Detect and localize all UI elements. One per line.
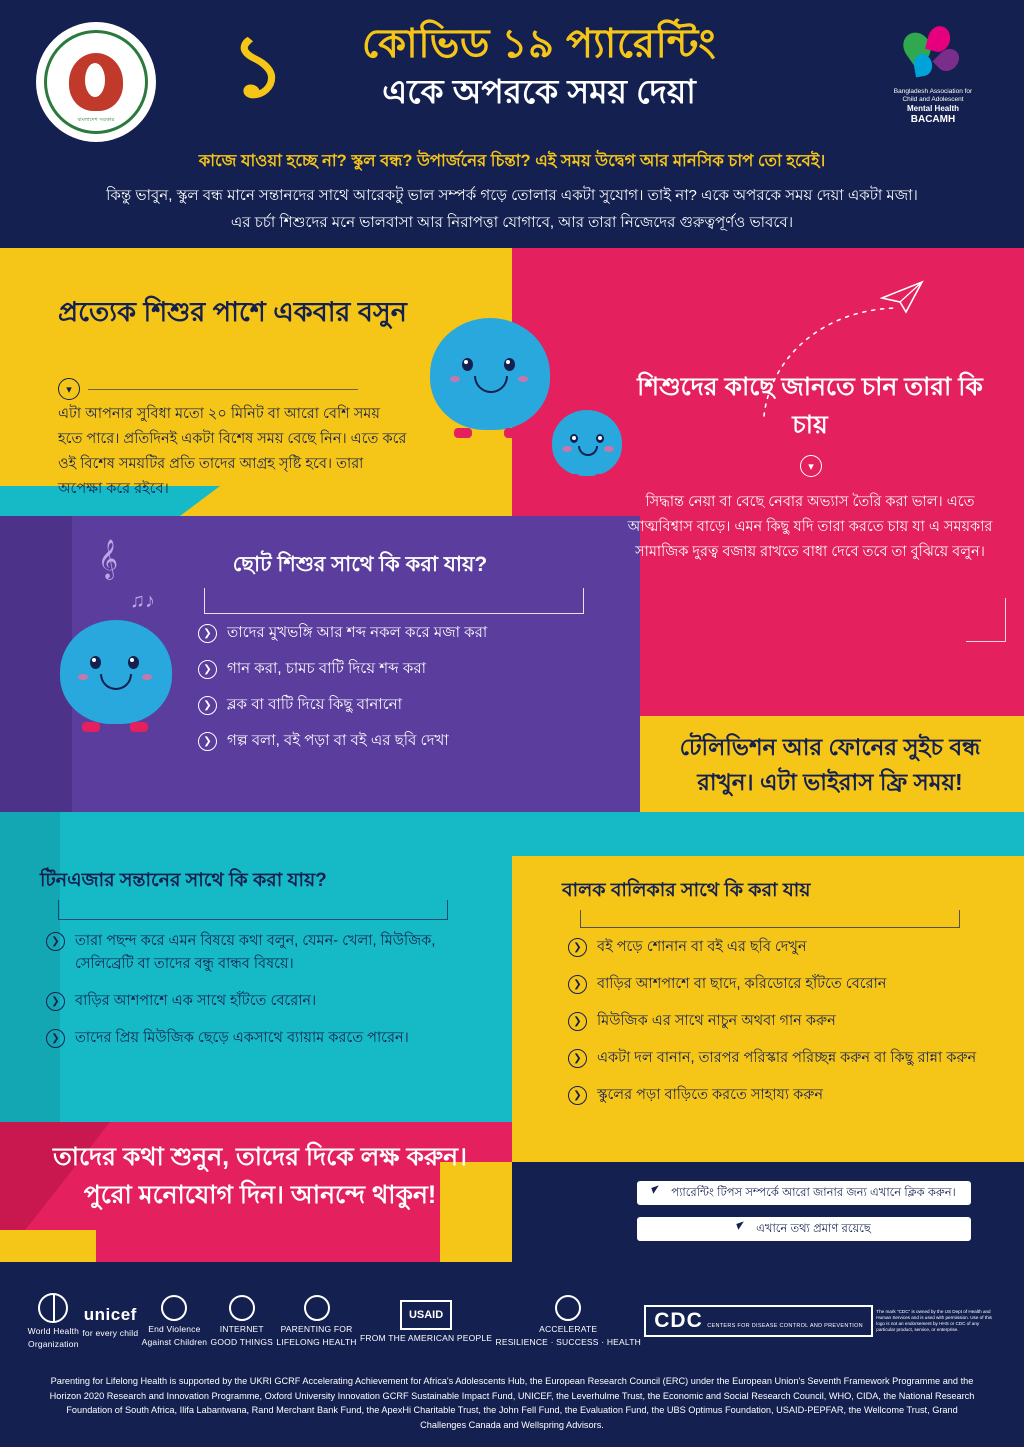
section2-chevron [800,455,822,477]
usaid-logo [360,1300,492,1343]
list-item-label: বই পড়ে শোনান বা বই এর ছবি দেখুন [597,939,807,955]
list-item-label: তাদের প্রিয় মিউজিক ছেড়ে একসাথে ব্যায়াম করতে পারেন। [75,1030,409,1046]
chevron-right-icon: ❯ [568,1049,587,1068]
cdc-subtitle: CENTERS FOR DISEASE CONTROL AND PREVENTION [707,1323,863,1329]
section2-corner-rule [966,598,1006,642]
parenting-tips-link-label: প্যারেন্টিং টিপস সম্পর্কে আরো জানার জন্য এখানে ক্লিক করুন। [671,1186,956,1199]
plh-line1: PARENTING FOR [280,1324,353,1334]
child-character-illustration [552,410,622,488]
list-item [46,930,496,976]
list-item-label: স্কুলের পড়া বাড়িতে করতে সাহায্য করুন [597,1087,823,1103]
block-teal-right-strip [512,812,1024,856]
who-logo-line1: World Health [27,1326,80,1336]
list-item [46,990,496,1013]
list-item-label: বাড়ির আশপাশে এক সাথে হাঁটতে বেরোন। [75,993,317,1009]
cdc-wordmark: CDC [654,1309,703,1332]
chevron-right-icon: ❯ [568,975,587,994]
list-item [568,1084,1008,1107]
block-yellow-bottom-left [0,1230,96,1262]
bacamh-petals-icon [898,22,968,84]
globe-icon [38,1293,68,1323]
cursor-icon [737,1222,748,1236]
section2-body: সিদ্ধান্ত নেয়া বা বেছে নেবার অভ্যাস তৈরি করা ভাল। এতে আত্মবিশ্বাস বাড়ে। এমন কিছু যদি তারা করতে চায় যা এ সময়কার সামাজিক দুরত্ব বজায় রাখতে বাধা দেবে তবে তা বুঝিয়ে বলুন। [627,494,993,560]
unicef-logo [82,1305,138,1338]
section5-title: টেলিভিশন আর ফোনের সুইচ বন্ধ রাখুন। এটা ভাইরাস ফ্রি সময়! [679,734,981,795]
dotted-trail-icon [760,300,900,420]
accelerate-icon [555,1295,581,1321]
list-item [568,936,1008,959]
bacamh-logo [868,22,998,126]
parent-character-illustration [430,318,550,450]
evidence-link-label: এখানে তথ্য প্রমাণ রয়েছে [756,1222,871,1235]
poster-number: ১ [230,19,286,115]
list-item [568,1010,1008,1033]
section1-body: এটা আপনার সুবিধা মতো ২০ মিনিট বা আরো বেশি সময় হতে পারে। প্রতিদিনই একটা বিশেষ সময় বেছে নিন। এতে করে ওই বিশেষ সময়টির প্রতি তাদের আগ্রহ সৃষ্টি হবে। তারা অপেক্ষা করে রইবে। [58,406,407,497]
music-note-icon: 𝄞 [98,540,119,578]
chevron-down-icon: ▾ [58,378,80,400]
chevron-right-icon: ❯ [198,660,217,679]
parenting-tips-link-button[interactable] [636,1180,972,1206]
section6-bracket [580,910,960,928]
end-violence-line1: End Violence [148,1324,201,1334]
music-notes-icon: ♫♪ [130,590,155,612]
bacamh-line3: Mental Health [906,104,959,113]
iogt-line1: INTERNET [219,1324,264,1334]
partner-logos [0,1278,1024,1364]
chevron-right-icon: ❯ [568,1086,587,1105]
unicef-logo-line2: for every child [82,1327,139,1338]
section2-title: শিশুদের কাছে জানতে চান তারা কি চায় [637,373,983,439]
list-item [198,622,618,644]
section3-list [198,622,618,766]
list-item [198,658,618,680]
cdc-trademark-note: The mark "CDC" is owned by the US Dept of Health and Human Services and is used with permission. Use of this logo is not an endorsement by HHS or CDC of any particular product, service, or enterprise. [876,1309,992,1332]
block-blue-bottom [512,1162,1024,1262]
footer-credits: Parenting for Lifelong Health is supported by the UKRI GCRF Accelerating Achievement for Africa's Adolescents Hub, the European Research Council (ERC) under the European Union's Seventh Framework Programme and the Horizon 2020 Research and Innovation Programme, Oxford University Innovation GCRF Sustainable Impact Fund, UNICEF, the Leverhulme Trust, the Economic and Social Research Council, WHO, CIDA, the National Research Foundation of South Africa, Ilifa Labantwana, Rand Merchant Bank Fund, the ApexHi Charitable Trust, the John Fell Fund, the Evaluation Fund, the UBS Optimus Foundation, USAID-PEPFAR, the Wellcome Trust, Grand Challenges Canada and Wellspring Advisors. [49,1376,975,1430]
section3-title: ছোট শিশুর সাথে কি করা যায়? [232,553,488,576]
section1-divider [58,378,358,400]
list-item-label: মিউজিক এর সাথে নাচুন অথবা গান করুন [597,1013,836,1029]
end-violence-line2: Against Children [141,1337,208,1347]
section6-list [568,936,1008,1121]
section4-title: টিনএজার সন্তানের সাথে কি করা যায়? [40,870,327,891]
list-item [198,730,618,752]
list-item [568,1047,1008,1070]
who-logo [28,1293,79,1349]
list-item [198,694,618,716]
chevron-right-icon: ❯ [198,732,217,751]
end-violence-logo [142,1295,208,1347]
chevron-right-icon: ❯ [46,992,65,1011]
chevron-right-icon: ❯ [198,624,217,643]
who-logo-line2: Organization [28,1339,79,1349]
chevron-right-icon: ❯ [568,1012,587,1031]
list-item-label: ব্লক বা বাটি দিয়ে কিছু বানানো [227,696,402,713]
government-logo [36,22,156,142]
cdc-logo [644,1305,873,1337]
footer [0,1262,1024,1447]
iogt-line2: GOOD THINGS [210,1337,274,1347]
section4-list [46,930,496,1064]
parenting-for-lifelong-health-logo [276,1295,356,1347]
accelerate-hub-logo [495,1295,640,1347]
chevron-right-icon: ❯ [46,1029,65,1048]
chevron-right-icon: ❯ [198,696,217,715]
header-paragraph: কিন্তু ভাবুন, স্কুল বন্ধ মানে সন্তানদের সাথে আরেকটু ভাল সম্পর্ক গড়ে তোলার একটা সুযোগ। তাই না? একে অপরকে সময় দেয়া একটা মজা। এর চর্চা শিশুদের মনে ভালবাসা আর নিরাপত্তা যোগাবে, আর তারা নিজেদের গুরুত্বপূর্ণও ভাববে। [106,187,918,231]
gov-emblem-icon [69,53,123,111]
section3-bracket [204,588,584,614]
list-item-label: তাদের মুখভঙ্গি আর শব্দ নকল করে মজা করা [227,624,488,641]
cdc-box [644,1305,873,1337]
plh-line2: LIFELONG HEALTH [276,1337,357,1347]
evidence-link-button[interactable] [636,1216,972,1242]
list-item-label: গল্প বলা, বই পড়া বা বই এর ছবি দেখা [227,732,449,749]
shield-circle-icon [161,1295,187,1321]
waving-character-illustration [60,620,172,742]
cursor-icon [652,1186,663,1200]
chevron-right-icon: ❯ [46,932,65,951]
family-icon [304,1295,330,1321]
section1-title: প্রত্যেক শিশুর পাশে একবার বসুন [58,297,407,327]
list-item-label: গান করা, চামচ বাটি দিয়ে শব্দ করা [227,660,426,677]
unicef-logo-line1: unicef [83,1304,137,1324]
section6-title: বালক বালিকার সাথে কি করা যায় [562,880,811,901]
accelerate-line2: RESILIENCE · SUCCESS · HEALTH [495,1337,641,1347]
chevron-right-icon: ❯ [568,938,587,957]
list-item [46,1027,496,1050]
header-highlight: কাজে যাওয়া হচ্ছে না? স্কুল বন্ধ? উপার্জনের চিন্তা? এই সময় উদ্বেগ আর মানসিক চাপ তো হবেই। [198,152,826,170]
list-item-label: একটা দল বানান, তারপর পরিস্কার পরিচ্ছন্ন করুন বা কিছু রান্না করুন [597,1050,977,1066]
section4-bracket [58,900,448,920]
title-block [210,18,810,114]
network-icon [229,1295,255,1321]
bacamh-line2: Child and Adolescent [902,96,964,103]
poster-title-line1: কোভিড ১৯ প্যারেন্টিং [361,22,717,66]
usaid-wordmark-icon: USAID [400,1300,452,1330]
gov-logo-caption: বাংলাদেশ সরকার [77,117,115,123]
poster-title-line2: একে অপরকে সময় দেয়া [382,73,696,110]
internet-of-good-things-logo [211,1295,274,1347]
list-item-label: তারা পছন্দ করে এমন বিষয়ে কথা বলুন, যেমন- খেলা, মিউজিক, সেলিব্রেটি বা তাদের বন্ধু বান্ধব বিষয়ে। [75,933,436,972]
section7-closing-message: তাদের কথা শুনুন, তাদের দিকে লক্ষ করুন। পুরো মনোযোগ দিন। আনন্দে থাকুন! [52,1143,468,1209]
accelerate-line1: ACCELERATE [539,1324,598,1334]
list-item-label: বাড়ির আশপাশে বা ছাদে, করিডোরে হাঁটতে বেরোন [597,976,887,992]
bacamh-line1: Bangladesh Association for [893,88,973,95]
header [0,0,1024,248]
bacamh-line4: BACAMH [910,114,956,125]
usaid-line2: FROM THE AMERICAN PEOPLE [359,1332,493,1343]
chevron-down-icon: ▾ [800,455,822,477]
list-item [568,973,1008,996]
